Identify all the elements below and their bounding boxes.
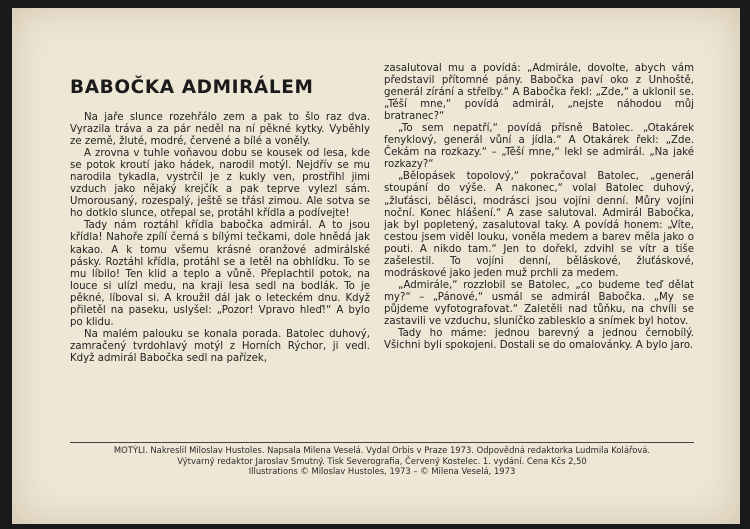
right-column bbox=[384, 63, 694, 352]
paragraph: „Admirále,“ rozzlobil se Batolec, „co budeme teď dělat my?“ – „Pánové,“ usmál se admirál Babočka. „My se půjdeme vyfotografovat.“ Zaletěli nad tůňku, na chvíli se zastavili ve vzduchu, sluníčko zablesklo a snímek byl hotov. bbox=[384, 279, 694, 327]
paragraph: A zrovna v tuhle voňavou dobu se kousek od lesa, kde se potok kroutí jako hádek, narodil motýl. Nejdřív se mu narodila tykadla, vystrčil je z kukly ven, prostřihl jimi vzduch jako nějaký krejčík a pak teprve vylezl sám. Umorousaný, rozespalý, ještě se třásl zimou. Ale sotva se ho dotklo slunce, otřepal se, protáhl křídla a podívejte! bbox=[70, 148, 370, 220]
colophon-line: Illustrations © Miloslav Hustoles, 1973 – © Milena Veselá, 1973 bbox=[248, 466, 516, 476]
paragraph: „To sem nepatří,“ povídá přísně Batolec. „Otakárek fenyklový, generál vůní a jídla.“ A Otakárek řekl: „Zde. Čekám na rozkazy.“ – „Těší mne,“ lekl se admirál. „Na jaké rozkazy?“ bbox=[384, 123, 694, 171]
story-title: BABOČKA ADMIRÁLEM bbox=[70, 77, 314, 98]
paragraph: „Bělopásek topolový,“ pokračoval Batolec, „generál stoupání do výše. A nakonec,“ volal Batolec duhový, „žluťásci, bělásci, modrásci jsou vojíni denní. Můry vojíni noční. Konec hlášení.“ A zase salutoval. Admirál Babočka, jak byl popletený, zasalutoval taky. A povídá honem: „Víte, cestou jsem viděl louku, voněla medem a barev měla jako o pouti. A nikdo tam.“ Jen to dořekl, zdvihl se vítr a tiše zašelestil. To vojíni denní, běláskové, žluťáskové, modráskové jako jeden muž prchli za medem. bbox=[384, 171, 694, 279]
left-column bbox=[70, 72, 370, 365]
colophon-line: MOTÝLI. Nakreslil Miloslav Hustoles. Napsala Milena Veselá. Vydal Orbis v Praze 1973. Odpovědná redaktorka Ludmila Kolářová. bbox=[113, 445, 651, 455]
paragraph: Na jaře slunce rozehřálo zem a pak to šlo raz dva. Vyrazila tráva a za pár neděl na ní pěkné kytky. Vyběhly ze země, žluté, modré, červené a bílé a voněly. bbox=[70, 112, 370, 148]
paragraph: Tady ho máme: jednou barevný a jednou černobílý. Všichni byli spokojeni. Dostali se do omalovánky. A bylo jaro. bbox=[384, 328, 694, 352]
book-page bbox=[12, 8, 740, 524]
paragraph: Tady nám roztáhl křídla babočka admirál. A to jsou křídla! Nahoře zpílí černá s bílými tečkami, dole hnědá jak kakao. A k tomu všemu krásné oranžové admirálské pásky. Roztáhl křídla, protáhl se a letěl na obhlídku. To se mu líbilo! Ten klid a teplo a vůně. Přeplachtil potok, na louce si ulízl medu, na kraji lesa sedl na bodlák. To je pěkné, líboval si. A kroužil dál jak o leteckém dnu. Když přiletěl na paseku, uslyšel: „Pozor! Vpravo hleď!“ A bylo po klidu. bbox=[70, 220, 370, 328]
colophon bbox=[70, 445, 694, 477]
paragraph: zasalutoval mu a povídá: „Admirále, dovolte, abych vám představil přítomné pány. Babočka paví oko z Unhoště, generál zírání a střelby.“ A Babočka řekl: „Zde,“ a uklonil se. „Těší mne,“ povídá admirál, „nejste náhodou můj bratranec?“ bbox=[384, 63, 694, 123]
footer-divider bbox=[70, 442, 694, 443]
paragraph: Na malém palouku se konala porada. Batolec duhový, zamračený tvrdohlavý motýl z Horních Rýchor, ji vedl. Když admirál Babočka sedl na pařízek, bbox=[70, 328, 370, 364]
colophon-line: Výtvarný redaktor Jaroslav Smutný. Tisk Severografia, Červený Kostelec. 1. vydání. Cena Kčs 2,50 bbox=[177, 455, 587, 466]
